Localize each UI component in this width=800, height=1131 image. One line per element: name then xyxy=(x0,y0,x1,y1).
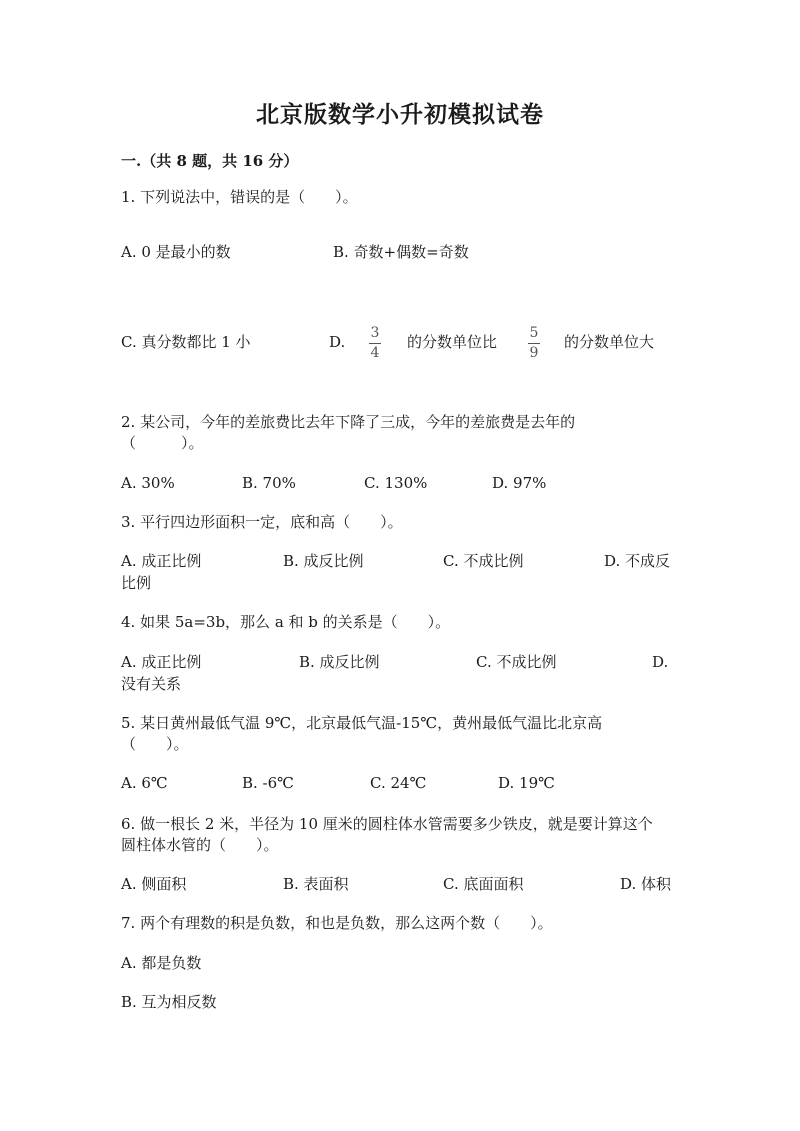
question-7-stem: 7. 两个有理数的积是负数，和也是负数，那么这两个数（ ）。 xyxy=(121,914,553,932)
question-2-option-a: A. 30% xyxy=(121,474,175,492)
question-3-stem: 3. 平行四边形面积一定，底和高（ ）。 xyxy=(121,513,403,531)
question-5-option-d: D. 19℃ xyxy=(498,774,555,792)
question-5-option-c: C. 24℃ xyxy=(370,774,427,792)
fraction-bar xyxy=(369,343,381,344)
question-5-option-a: A. 6℃ xyxy=(121,774,168,792)
question-4-option-c: C. 不成比例 xyxy=(476,653,557,671)
question-4-option-b: B. 成反比例 xyxy=(299,653,380,671)
question-4-stem: 4. 如果 5a=3b，那么 a 和 b 的关系是（ ）。 xyxy=(121,613,451,631)
question-3-option-d: D. 不成反 xyxy=(604,552,671,570)
question-4-option-a: A. 成正比例 xyxy=(121,653,202,671)
question-5-stem: 5. 某日黄州最低气温 9℃，北京最低气温-15℃，黄州最低气温比北京高 xyxy=(121,714,603,732)
question-6-stem-continued: 圆柱体水管的（ ）。 xyxy=(121,836,279,854)
fraction-three-quarters xyxy=(368,326,382,361)
question-3-option-a: A. 成正比例 xyxy=(121,552,202,570)
question-2-option-d: D. 97% xyxy=(492,474,547,492)
question-6-option-a: A. 侧面积 xyxy=(121,875,187,893)
question-7-option-b: B. 互为相反数 xyxy=(121,993,217,1011)
fraction-denominator: 4 xyxy=(370,345,380,361)
question-1-option-d-tail: 的分数单位大 xyxy=(564,333,655,351)
question-6-option-d: D. 体积 xyxy=(620,875,672,893)
question-1-option-b: B. 奇数+偶数=奇数 xyxy=(333,243,469,261)
question-6-option-c: C. 底面面积 xyxy=(443,875,524,893)
page-title: 北京版数学小升初模拟试卷 xyxy=(256,101,544,128)
section-heading: 一.（共 8 题，共 16 分） xyxy=(121,152,299,170)
question-4-option-d-wrap: 没有关系 xyxy=(121,675,182,693)
fraction-five-ninths xyxy=(527,326,541,361)
question-2-option-b: B. 70% xyxy=(242,474,296,492)
question-5-stem-continued: （ ）。 xyxy=(121,735,189,753)
question-1-option-d-middle: 的分数单位比 xyxy=(407,333,498,351)
fraction-denominator: 9 xyxy=(529,345,539,361)
question-6-option-b: B. 表面积 xyxy=(283,875,349,893)
question-2-stem-continued: （ ）。 xyxy=(121,434,204,452)
question-1-option-a: A. 0 是最小的数 xyxy=(121,243,231,261)
question-2-stem: 2. 某公司，今年的差旅费比去年下降了三成，今年的差旅费是去年的 xyxy=(121,413,576,431)
question-1-option-d-label: D. xyxy=(329,333,346,351)
question-2-option-c: C. 130% xyxy=(364,474,428,492)
fraction-numerator: 5 xyxy=(529,325,539,341)
question-7-option-a: A. 都是负数 xyxy=(121,954,202,972)
question-3-option-b: B. 成反比例 xyxy=(283,552,364,570)
question-6-stem: 6. 做一根长 2 米，半径为 10 厘米的圆柱体水管需要多少铁皮，就是要计算这个 xyxy=(121,815,653,833)
fraction-numerator: 3 xyxy=(370,325,380,341)
question-4-option-d: D. xyxy=(652,653,669,671)
fraction-bar xyxy=(528,343,540,344)
question-1-stem: 1. 下列说法中，错误的是（ ）。 xyxy=(121,188,358,206)
question-5-option-b: B. -6℃ xyxy=(242,774,294,792)
question-1-option-c: C. 真分数都比 1 小 xyxy=(121,333,251,351)
question-3-option-c: C. 不成比例 xyxy=(443,552,524,570)
question-3-option-d-wrap: 比例 xyxy=(121,574,152,592)
